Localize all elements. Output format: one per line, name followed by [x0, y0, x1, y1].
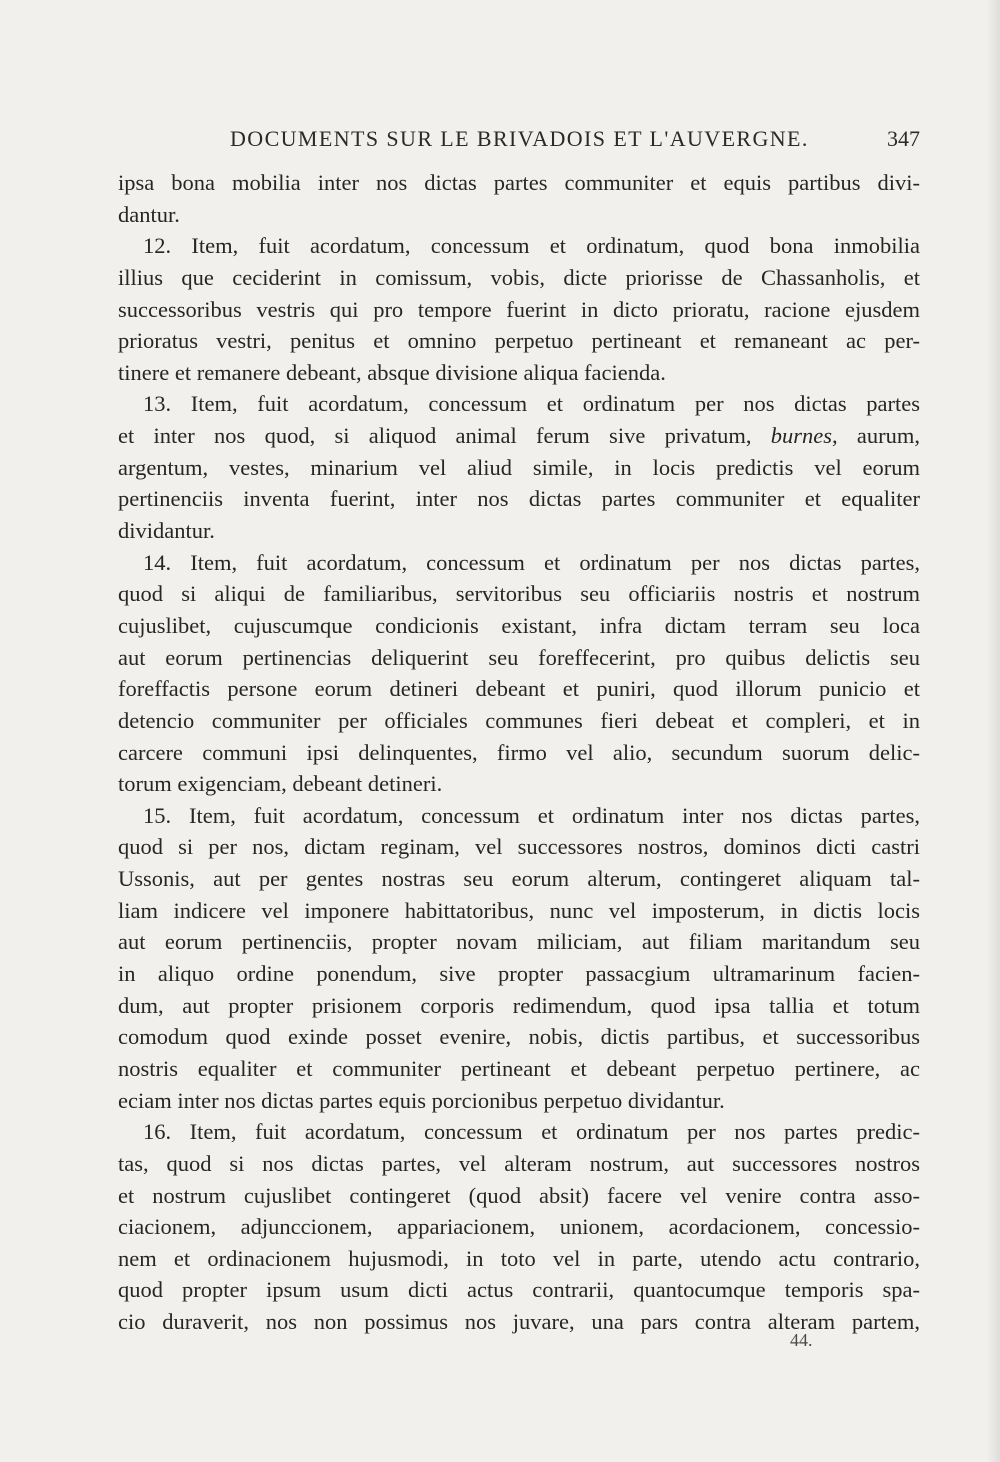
running-title: DOCUMENTS SUR LE BRIVADOIS ET L'AUVERGNE.	[230, 126, 809, 151]
text-line: 13. Item, fuit acordatum, concessum et ordinatum per nos dictas partes	[143, 391, 920, 417]
text-line: 16. Item, fuit acordatum, concessum et ordinatum per nos partes predic-	[143, 1119, 920, 1145]
text-line: foreffactis persone eorum detineri debeant et puniri, quod illorum punicio et	[118, 676, 920, 702]
text-line: aut eorum pertinencias deliquerint seu foreffecerint, pro quibus delictis seu	[118, 644, 920, 670]
signature-mark: 44.	[790, 1330, 813, 1350]
text-line: dividantur.	[118, 518, 215, 544]
text-line: quod propter ipsum usum dicti actus contrarii, quantocumque temporis spa-	[118, 1277, 920, 1303]
text-line: nem et ordinacionem hujusmodi, in toto vel in parte, utendo actu contrario,	[118, 1245, 920, 1271]
text-line: et nostrum cujuslibet contingeret (quod absit) facere vel venire contra asso-	[118, 1182, 920, 1208]
text-line: comodum quod exinde posset evenire, nobis, dictis partibus, et successoribus	[118, 1024, 920, 1050]
text-line: 12. Item, fuit acordatum, concessum et ordinatum, quod bona inmobilia	[143, 233, 920, 259]
body-text	[118, 167, 920, 1338]
text-line: Ussonis, aut per gentes nostras seu eorum alterum, contingeret aliquam tal-	[118, 866, 920, 892]
text-line: 14. Item, fuit acordatum, concessum et ordinatum per nos dictas partes,	[143, 549, 920, 575]
text-line: pertinenciis inventa fuerint, inter nos dictas partes communiter et equaliter	[118, 486, 920, 512]
running-head	[118, 126, 930, 156]
text-line: aut eorum pertinenciis, propter novam miliciam, aut filiam maritandum seu	[118, 929, 920, 955]
page-number: 347	[887, 126, 920, 151]
text-line: eciam inter nos dictas partes equis porcionibus perpetuo dividantur.	[118, 1087, 725, 1113]
text-line: dum, aut propter prisionem corporis redimendum, quod ipsa tallia et totum	[118, 992, 920, 1018]
text-line: illius que ceciderint in comissum, vobis, dicte priorisse de Chassanholis, et	[118, 264, 920, 290]
text-line: successoribus vestris qui pro tempore fuerint in dicto prioratu, racione ejusdem	[118, 296, 920, 322]
text-line: carcere communi ipsi delinquentes, firmo vel alio, secundum suorum delic-	[118, 739, 920, 765]
text-line: dantur.	[118, 201, 180, 227]
text-line: cio duraverit, nos non possimus nos juvare, una pars contra alteram partem,	[118, 1309, 920, 1335]
text-line: argentum, vestes, minarium vel aliud simile, in locis predictis vel eorum	[118, 454, 920, 480]
text-line: 15. Item, fuit acordatum, concessum et ordinatum inter nos dictas partes,	[143, 802, 920, 828]
text-line: ipsa bona mobilia inter nos dictas partes communiter et equis partibus divi-	[118, 170, 920, 195]
page-edge-shadow	[986, 0, 1000, 1462]
text-line: ciacionem, adjunccionem, appariacionem, unionem, acordacionem, concessio-	[118, 1214, 920, 1240]
text-line: quod si aliqui de familiaribus, servitoribus seu officiariis nostris et nostrum	[118, 581, 920, 607]
text-line: tinere et remanere debeant, absque divisione aliqua facienda.	[118, 359, 666, 385]
text-line: torum exigenciam, debeant detineri.	[118, 771, 443, 797]
text-line: detencio communiter per officiales communes fieri debeat et compleri, et in	[118, 707, 920, 733]
text-line: prioratus vestri, penitus et omnino perpetuo pertineant et remaneant ac per-	[118, 328, 920, 354]
text-line: liam indicere vel imponere habittatoribus, nunc vel imposterum, in dictis locis	[118, 897, 920, 923]
text-line: quod si per nos, dictam reginam, vel successores nostros, dominos dicti castri	[118, 834, 920, 860]
italic-word: burnes	[770, 423, 832, 449]
text-line: nostris equaliter et communiter pertineant et debeant perpetuo pertinere, ac	[118, 1055, 920, 1081]
text-line: et inter nos quod, si aliquod animal ferum sive privatum, burnes, aurum,	[118, 423, 920, 449]
text-line: cujuslibet, cujuscumque condicionis existant, infra dictam terram seu loca	[118, 612, 920, 638]
text-line: tas, quod si nos dictas partes, vel alteram nostrum, aut successores nostros	[118, 1150, 920, 1176]
text-line: in aliquo ordine ponendum, sive propter passacgium ultramarinum facien-	[118, 961, 920, 987]
